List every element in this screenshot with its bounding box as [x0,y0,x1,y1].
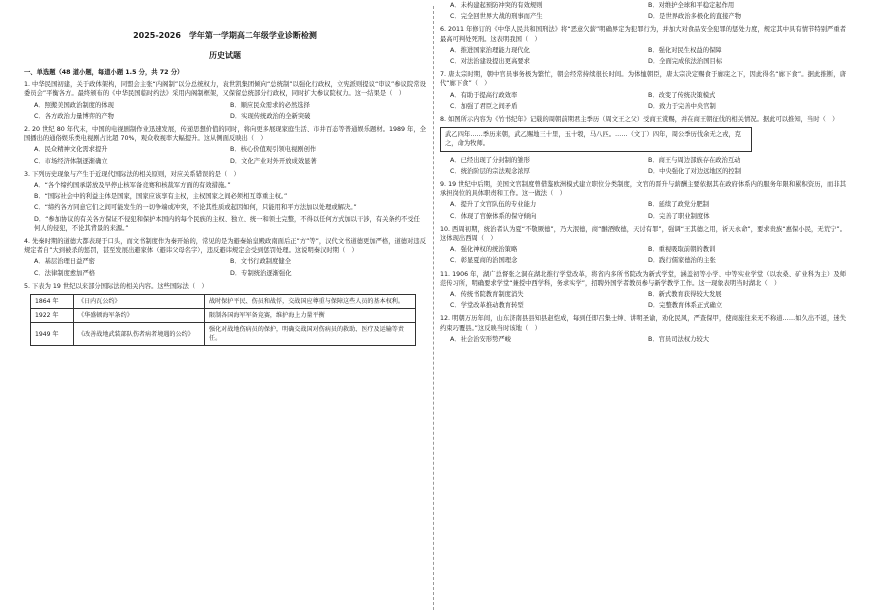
table-cell-name: 《日内瓦公约》 [74,295,205,309]
option-d: D．中央强化了对边远地区的控制 [648,167,742,175]
question-stem: 8. 如图所示内容为《竹书纪年》记载的周朝前期君主季历（周文王之父）受商王赏赐，并在商王朝征伐的相关情况。据此可以推知，当时（ ） [440,116,839,124]
option-d: D．实现传统政治的全新突破 [230,112,311,120]
option-d: D．文化产业对外开放成效显著 [230,157,317,165]
question-9 [440,180,846,221]
question-5 [24,282,426,346]
option-c: C．各方政治力量博弈的产物 [34,112,114,120]
question-stem: 2. 20 世纪 80 年代末，中国的电视剧制作业迅速发展，传递思想价值的同时，将向更多展现家庭生活、市井百态等普通娱乐题材。1989 年，全国播出的通俗娱乐类电视剧占比超 70%，观众收视率大幅提升。这从侧面反映出（ ） [24,126,426,143]
question-options [24,101,426,121]
question-options [440,156,846,176]
table-cell-year: 1922 年 [31,309,74,323]
right-column [440,0,846,348]
option-c: C．法律制度愈加严格 [34,269,96,277]
question-11 [440,270,846,311]
option-a: A．照搬美国政治制度的体现 [34,101,114,109]
question-12 [440,314,846,344]
option-b: B．延续了政党分肥制 [648,201,709,209]
option-a: A．社会治安形势严峻 [450,335,511,343]
question-options [440,46,846,66]
option-a: A．未构建起预防冲突的有效规则 [450,2,543,9]
option-c: C．完全回世界大战的刑事而产生 [450,13,543,21]
table-cell-content: 战时保护平民、伤员和战俘，交战国应尊重与保障这些人员的基本权利。 [205,295,416,309]
option-a: A．“各个缔约国承诺放及早停止核军备竞赛和核裁军方面的有效措施。” [34,182,231,190]
option-b: B．对维护全球和平稳定起作用 [648,2,735,9]
table-cell-year: 1864 年 [31,295,74,309]
option-c: C．学堂改革推动教育转型 [450,302,524,310]
option-b: B．新式教育获得较大发展 [648,291,722,299]
question-6 [440,25,846,66]
option-b: B．官员司法权力较大 [648,335,709,343]
question-10 [440,225,846,266]
question-4 [24,237,426,278]
question-stem: 7. 唐太宗时期，朝中官员事务极为繁忙，朝会经常持续很长时间。为体恤朝臣，唐太宗决定赐食于廊庑之下，因此得名“廊下食”。据此推断，唐代“廊下食”（ ） [440,71,846,88]
option-a: A．基层治理日益严密 [34,258,95,266]
option-b: B．商王与周边部族存在政治互动 [648,156,741,164]
question-stem: 5. 下表为 19 世纪以来部分国际法的相关内容。这些国际法（ ） [24,282,208,290]
question-stem: 9. 19 世纪中后期，美国文官制度曾借鉴欧洲模式建立职位分类制度，文官的晋升与薪酬主要依据其在政府体系内的服务年限和累积资历，而非其承担岗位的具体职责和工作。这一做法（ ） [440,181,846,198]
question-options [24,145,426,165]
question-2 [24,125,426,166]
option-b: B．重视吸取前朝的教训 [648,246,716,254]
question-stem: 4. 先秦时期的道德大都表现于口头，而文书制度作为秦开始的，常见的是为避秦始皇殿政南面后正”方”等”，汉代文书道德更加严格，道德对违反规定者自”大到被杀的惩罚，甚至发展出避家体（避讳父母名字），违反避讳规定会受到惩罚处理。这说明秦汉时期（ ） [24,238,426,255]
option-d: D．全面完成依法治国目标 [648,58,723,66]
question-options [440,335,846,344]
question-options [440,245,846,265]
question-5-options [440,1,846,21]
option-d: D．践行儒家德治的主张 [648,257,716,265]
question-options [440,290,846,310]
table-row [31,295,416,309]
option-a: A．有助于提高行政效率 [450,91,518,99]
table-cell-name: 《华盛顿海军条约》 [74,309,205,323]
law-table [30,294,416,346]
option-d: D．是世界政治多极化的直接产物 [648,13,742,21]
question-8 [440,115,846,176]
question-stem: 3. 下列历史现象与产生于近现代国际法的相关原则，对应关系错误的是（ ） [24,170,240,178]
option-d: D．完整教育体系正式确立 [648,302,723,310]
table-cell-name: 《改善战地武装部队伤者病者境遇的公约》 [74,323,205,346]
option-d: D．完善了职业制度体 [648,212,710,220]
left-column [24,0,426,349]
option-d: D．“参加协议的有关各方保证不侵犯和保护本国内的每个民族的主权、独立、统一和领土完整，不得以任何方式加以干涉，有关条约不受任何人的侵犯，不论其背景的来源。” [34,215,420,232]
question-stem: 11. 1906 年，湖广总督张之洞在湖北推行学堂改革，将省内多所书院改为新式学堂，涵盖初等小学、中等实业学堂（以农桑、矿业科为主）及师范传习所，明确要求学堂“兼授中西学科，务求实学”，招聘外国学者教员参与新学教学工作。这一现象表明当时湖北（ ） [440,270,846,287]
option-b: B．顺应民众需求的必然选择 [230,101,310,109]
question-options [440,1,846,21]
question-options [440,91,846,111]
option-a: A．提升了文官队伍的专业能力 [450,201,537,209]
table-cell-content: 强化对战地伤病员的保护，明确交战国对伤病员的救助、医疗及运输等责任。 [205,323,416,346]
question-7 [440,70,846,111]
option-a: A．民众精神文化需求提升 [34,146,108,154]
question-options [440,200,846,220]
table-row [31,309,416,323]
option-a: A．传统书院教育制度消失 [450,291,524,299]
exam-subtitle: 历史试题 [209,51,241,60]
question-stem: 1. 中华民国初建，关于政体架构，同盟会主张“内阁制”以分总统权力，袁世凯集团倾向“总统制”以强化行政权，立宪派则提议“审议”参议院常设委员会”平衡各方。最终颁布的《中华民国临时约法》采用内阁制框架，又保留总统部分行政权，同时扩大参议院权力。这一结果是（ ） [24,81,426,98]
option-a: A．推进国家治理能力现代化 [450,46,530,54]
option-d: D．专制统治逐渐强化 [230,269,292,277]
question-options [24,181,426,233]
option-c: C．彰显夏商的治国理念 [450,257,518,265]
option-c: C．统治阶层的宗法观念浓厚 [450,167,530,175]
column-divider [433,6,434,610]
table-row [31,323,416,346]
question-3 [24,170,426,233]
table-cell-year: 1949 年 [31,323,74,346]
option-d: D．致力于完善中央官制 [648,102,716,110]
option-b: B．强化对民生权益的保障 [648,46,722,54]
option-b: B．改变了传统决策模式 [648,91,716,99]
source-quote-box: 武乙四年……季历来朝，武乙赐地三十里，玉十彀，马八匹。……（文丁）四年，周公季历伐余无之戎，克之，命为牧师。 [440,127,752,151]
exam-title: 2025-2026 学年第一学期高二年级学业诊断检测 [133,31,317,40]
option-c: C．对法治建设提出更高要求 [450,58,530,66]
option-b: B．核心价值观引领电视剧创作 [230,146,317,154]
option-b: B．文书行政制度健全 [230,258,291,266]
option-c: C．市场经济体制逐渐确立 [34,157,108,165]
option-c: C．“缔约各方同意它们之间可能发生的一切争端或冲突，不论其性质或起因如何，只能用和平方法加以处理或解决。” [34,204,357,212]
option-a: A．已经出现了分封制的雏形 [450,156,530,164]
question-1 [24,80,426,121]
table-cell-content: 限制各国海军军备竞赛，维护海上力量平衡 [205,309,416,323]
question-stem: 6. 2011 年修订的《中华人民共和国刑法》将“恶意欠薪”明确界定为犯罪行为，并加大对食品安全犯罪的惩处力度，规定其中具有情节特别严重者最高可判处死刑。这表明我国（ ） [440,26,846,43]
option-c: C．加强了君臣之间矛盾 [450,102,518,110]
question-stem: 12. 明朝万历年间，山东济南县县知县赵恺成，每到任即召集士绅、讲明圣谕，劝化民风，严查保甲，使商旅往来无不称道……如久出不返，迷失约束巧覆县。”这反映当时该地（ ） [440,315,846,332]
question-options [24,257,426,277]
option-c: C．体现了官僚体系的保守倾向 [450,212,537,220]
section-heading: 一、单选题（48 道小题，每道小题 1.5 分，共 72 分） [24,69,184,76]
option-b: B．“国际社会中的利益主体是国家，国家应该享有主权，主权国家之间必须相互尊重主权。” [34,193,288,201]
option-a: A．强化神权的统治策略 [450,246,518,254]
question-stem: 10. 西周初期，统治者认为夏“不敬厥德”，乃大泯德，商“酗酒败德，天讨有罪”，强调“王其德之用，祈天永命”，要求贵族“惠保小民，无荒宁”。这体现出西周（ ） [440,225,846,243]
